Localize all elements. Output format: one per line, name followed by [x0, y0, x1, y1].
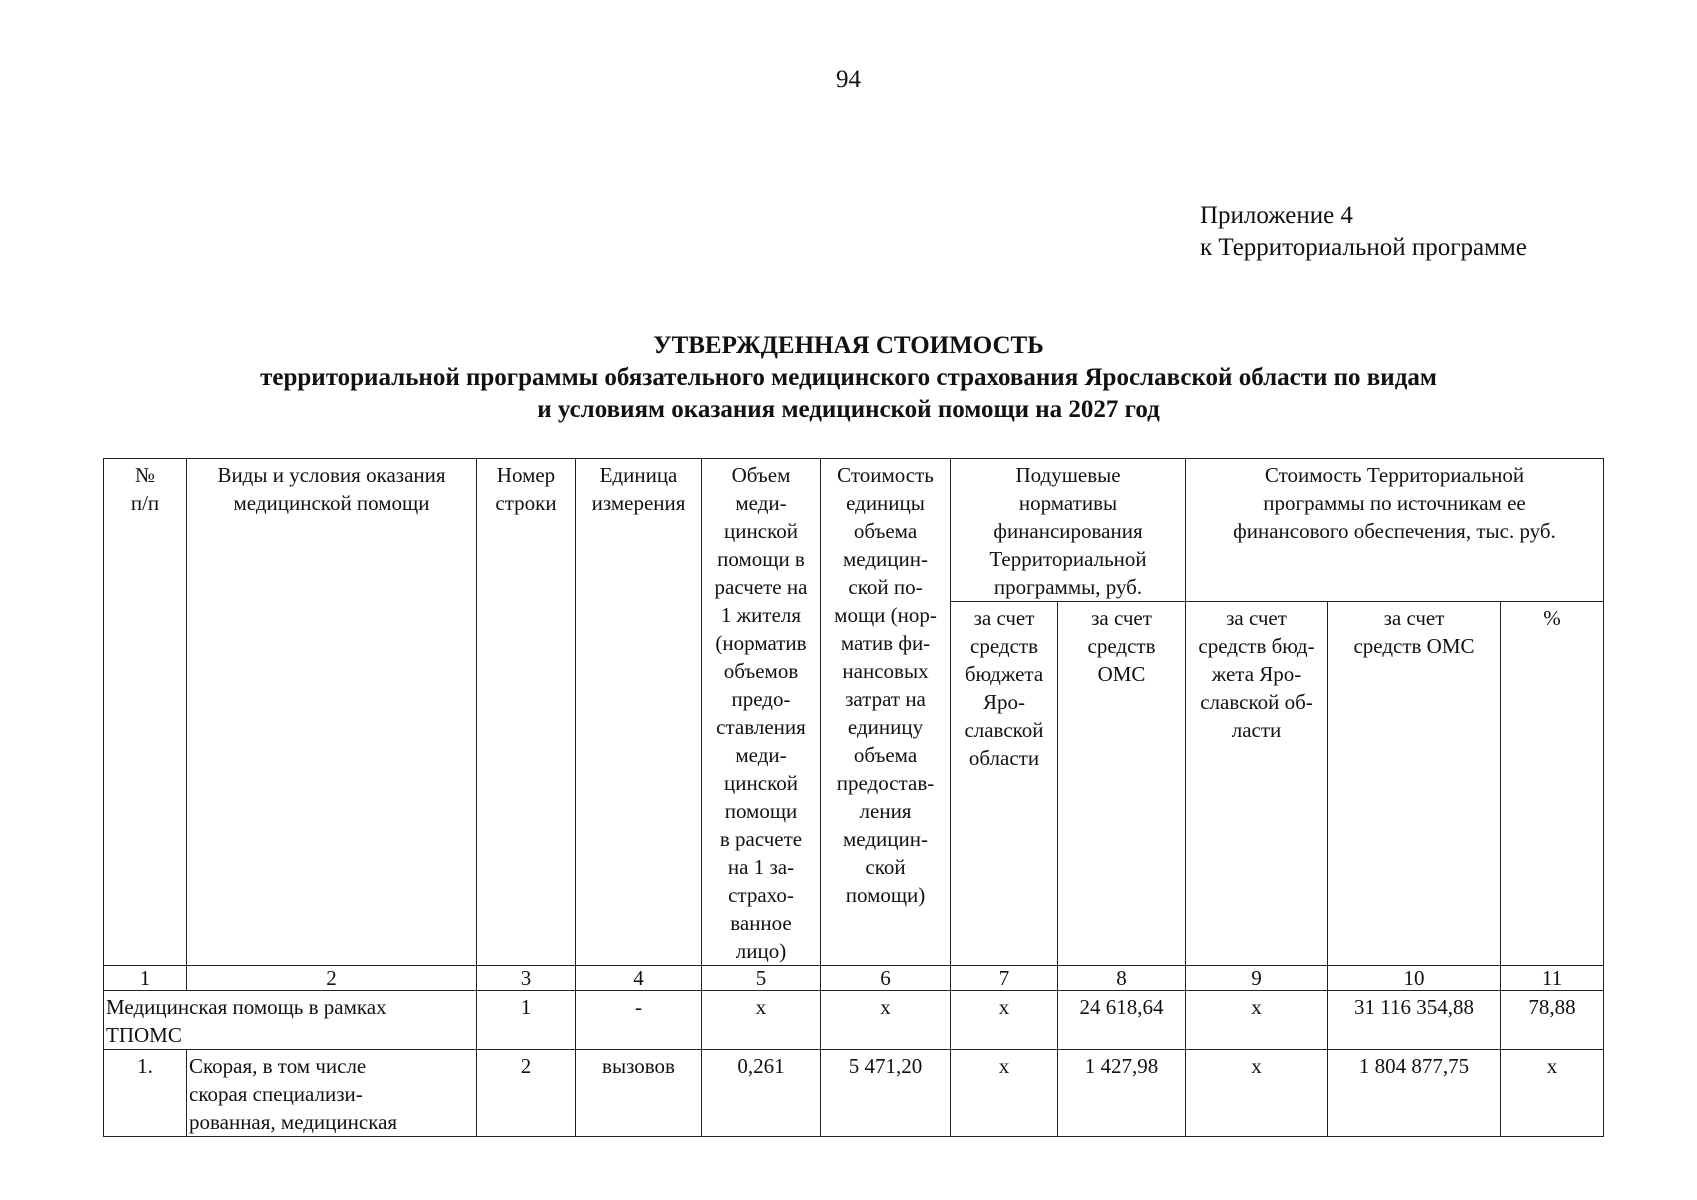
column-number: 2	[187, 966, 477, 991]
cell-text-line: нансовых	[842, 659, 929, 683]
cell-text-line: Яро-	[983, 690, 1025, 715]
cell-text-line: медицин-	[843, 827, 928, 851]
cell-text-line: объема	[853, 743, 918, 767]
cell-text-line: %	[1543, 606, 1561, 631]
row-volume: х	[702, 991, 821, 1050]
column-number: 3	[477, 966, 576, 991]
row-cost-oms: 31 116 354,88	[1328, 991, 1501, 1050]
header-norm-budget	[951, 602, 1058, 966]
cell-text-line: за счет	[1091, 606, 1152, 631]
document-title	[60, 330, 1637, 426]
cell-text-line: меди-	[735, 743, 787, 767]
cell-text-line: Единица	[599, 463, 678, 487]
cell-text-line: программы, руб.	[993, 575, 1143, 599]
title-line-2: территориальной программы обязательного медицинского страхования Ярославской области по видам	[260, 364, 1437, 391]
row-line-number: 1	[477, 991, 576, 1050]
header-line-number	[477, 459, 576, 966]
page-number: 94	[836, 66, 861, 93]
cell-text-line: ления	[859, 799, 912, 823]
cell-text-line: за счет	[973, 606, 1035, 631]
cell-text-line: ской по-	[848, 575, 923, 599]
cell-text-line: Стоимость Территориальной	[1264, 463, 1525, 487]
cell-text-line: жета Яро-	[1211, 662, 1302, 687]
row-cost-budget: х	[1186, 991, 1328, 1050]
cell-text-line: Подушевые	[1015, 463, 1121, 487]
appendix-line-2: к Территориальной программе	[1200, 234, 1527, 261]
cell-text-line: на 1 за-	[727, 855, 795, 879]
cell-text-line: объема	[853, 519, 918, 543]
cell-text-line: средств	[1087, 634, 1156, 659]
row-norm-oms: 24 618,64	[1058, 991, 1186, 1050]
row-cost-budget: х	[1186, 1050, 1328, 1137]
cell-text-line: средств ОМС	[1353, 634, 1475, 659]
cell-text-line: измерения	[591, 491, 686, 515]
table-row	[104, 1050, 1604, 1137]
row-percent: х	[1501, 1050, 1604, 1137]
cell-text-line: ставления	[716, 715, 806, 739]
table-row	[104, 991, 1604, 1050]
row-norm-oms: 1 427,98	[1058, 1050, 1186, 1137]
column-number: 7	[951, 966, 1058, 991]
header-row	[104, 459, 1604, 602]
cell-text-line: (норматив	[715, 631, 807, 655]
cell-text-line: предостав-	[836, 771, 935, 795]
cell-text-line: области	[968, 746, 1040, 771]
column-number: 1	[104, 966, 187, 991]
cell-text-line: в расчете	[719, 827, 803, 851]
cell-text-line: затрат на	[845, 687, 926, 711]
cell-text-line: цинской	[724, 771, 798, 795]
appendix-note	[1200, 200, 1527, 264]
header-care-type	[187, 459, 477, 966]
header-unit	[576, 459, 702, 966]
cell-text-line: программы по источникам ее	[1263, 491, 1526, 515]
row-line-number: 2	[477, 1050, 576, 1137]
header-cost-budget	[1186, 602, 1328, 966]
title-line-1: УТВЕРЖДЕННАЯ СТОИМОСТЬ	[653, 332, 1044, 359]
column-number: 5	[702, 966, 821, 991]
column-number: 4	[576, 966, 702, 991]
header-percent	[1501, 602, 1604, 966]
row-percent: 78,88	[1501, 991, 1604, 1050]
cell-text-line: единицу	[847, 715, 924, 739]
header-per-capita-norms	[951, 459, 1186, 602]
cell-text-line: помощи)	[845, 883, 926, 907]
cost-table	[103, 458, 1604, 1137]
row-number: 1.	[104, 1050, 187, 1137]
header-norm-oms	[1058, 602, 1186, 966]
cell-text-line: предо-	[731, 687, 791, 711]
row-norm-budget: х	[951, 991, 1058, 1050]
cell-text-line: рованная, медицинская	[189, 1110, 398, 1134]
cell-text-line: расчете на	[714, 575, 808, 599]
column-number: 6	[821, 966, 951, 991]
header-cost-oms	[1328, 602, 1501, 966]
row-unit-cost: х	[821, 991, 951, 1050]
cell-text-line: скорая специализи-	[189, 1082, 363, 1106]
column-number: 11	[1501, 966, 1604, 991]
cell-text-line: Территориальной	[989, 547, 1147, 571]
header-volume	[702, 459, 821, 966]
cell-text-line: Стоимость	[837, 463, 934, 487]
row-volume: 0,261	[702, 1050, 821, 1137]
row-norm-budget: х	[951, 1050, 1058, 1137]
row-unit-cost: 5 471,20	[821, 1050, 951, 1137]
cell-text-line: объемов	[723, 659, 799, 683]
header-unit-cost	[821, 459, 951, 966]
cell-text-line: финансового обеспечения, тыс. руб.	[1233, 519, 1556, 543]
cell-text-line: средств	[970, 634, 1038, 659]
row-label	[104, 991, 477, 1050]
title-line-3: и условиям оказания медицинской помощи на 2027 год	[537, 396, 1160, 423]
cell-text-line: п/п	[130, 491, 160, 515]
cell-text-line: страхо-	[728, 883, 794, 907]
cell-text-line: единицы	[846, 491, 925, 515]
cell-text-line: Скорая, в том числе	[189, 1054, 367, 1078]
cell-text-line: матив фи-	[840, 631, 931, 655]
header-number	[104, 459, 187, 966]
row-cost-oms: 1 804 877,75	[1328, 1050, 1501, 1137]
cell-text-line: ТПОМС	[106, 1023, 182, 1047]
cell-text-line: нормативы	[1018, 491, 1118, 515]
cell-text-line: ласти	[1231, 718, 1282, 743]
cell-text-line: славской об-	[1200, 690, 1313, 715]
cell-text-line: 1 жителя	[720, 603, 802, 627]
cell-text-line: строки	[495, 491, 557, 515]
header-program-cost	[1186, 459, 1604, 602]
cell-text-line: ОМС	[1097, 662, 1146, 687]
cell-text-line: ской	[865, 855, 906, 879]
cell-text-line: №	[134, 463, 156, 487]
column-numbers-row	[104, 966, 1604, 991]
cell-text-line: Номер	[496, 463, 556, 487]
row-label	[187, 1050, 477, 1137]
cell-text-line: помощи	[724, 799, 798, 823]
cell-text-line: меди-	[735, 491, 787, 515]
column-number: 8	[1058, 966, 1186, 991]
cell-text-line: мощи (нор-	[834, 603, 937, 627]
cell-text-line: средств бюд-	[1198, 634, 1315, 659]
cell-text-line: Объем	[731, 463, 791, 487]
cell-text-line: за счет	[1226, 606, 1287, 631]
cell-text-line: Медицинская помощь в рамках	[106, 995, 387, 1019]
cell-text-line: медицинской помощи	[233, 491, 430, 515]
cell-text-line: финансирования	[993, 519, 1143, 543]
cell-text-line: лицо)	[735, 939, 787, 963]
column-number: 10	[1328, 966, 1501, 991]
appendix-line-1: Приложение 4	[1200, 202, 1353, 229]
cell-text-line: Виды и условия оказания	[217, 463, 446, 487]
cell-text-line: за счет	[1383, 606, 1445, 631]
cell-text-line: цинской	[724, 519, 798, 543]
row-unit: -	[576, 991, 702, 1050]
cell-text-line: бюджета	[964, 662, 1044, 687]
cell-text-line: медицин-	[843, 547, 928, 571]
row-unit: вызовов	[576, 1050, 702, 1137]
column-number: 9	[1186, 966, 1328, 991]
cell-text-line: помощи в	[717, 547, 805, 571]
cell-text-line: славской	[964, 718, 1044, 743]
cell-text-line: ванное	[730, 911, 792, 935]
